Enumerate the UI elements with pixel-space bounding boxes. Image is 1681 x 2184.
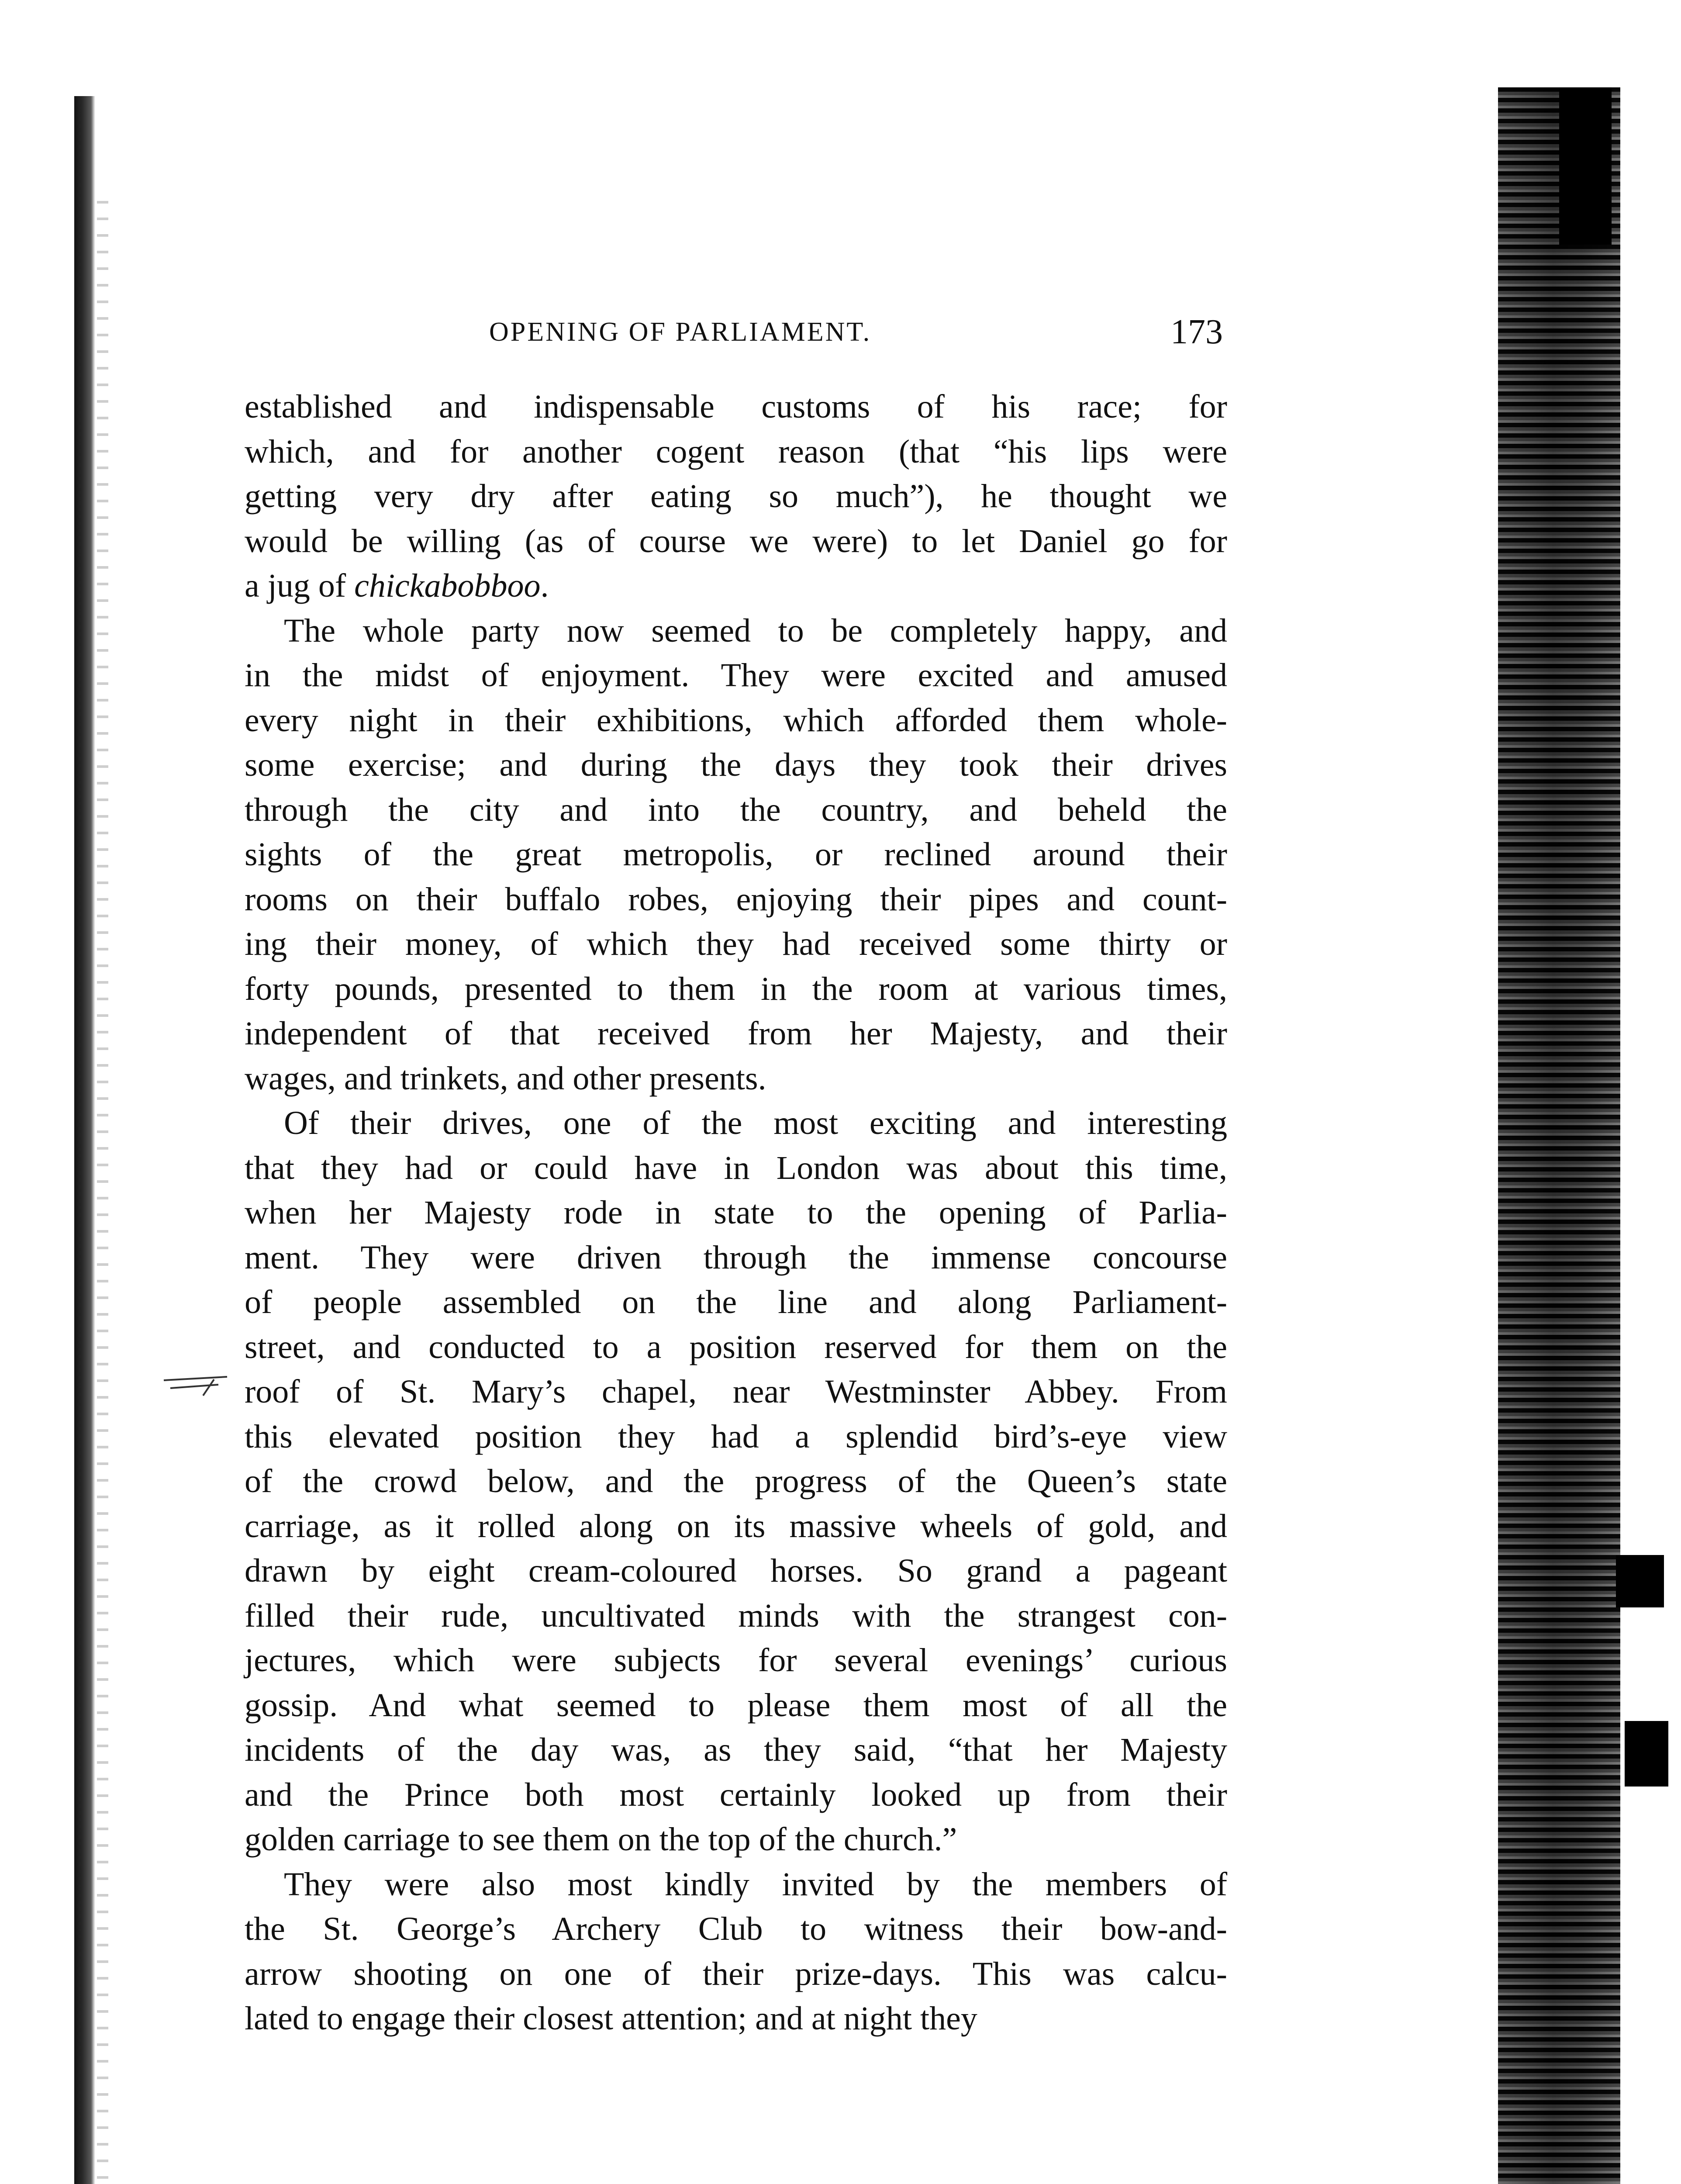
paragraph (245, 1101, 1227, 1862)
pencil-margin-mark (162, 1372, 231, 1398)
text-line: in the midst of enjoyment. They were excited and amused (245, 657, 1227, 694)
text-line: which, and for another cogent reason (that “his lips were (245, 433, 1227, 470)
fore-edge-tab (1625, 1721, 1668, 1787)
text-line: drawn by eight cream-coloured horses. So grand a pageant (245, 1552, 1227, 1589)
text-line: of people assembled on the line and along Parliament- (245, 1284, 1227, 1320)
text-line: The whole party now seemed to be completely happy, and (284, 612, 1227, 649)
text-line: golden carriage to see them on the top of the church.” (245, 1821, 957, 1858)
text-line: would be willing (as of course we were) to let Daniel go for (245, 522, 1227, 560)
text-line: carriage, as it rolled along on its massive wheels of gold, and (245, 1507, 1227, 1545)
page-number: 173 (1170, 313, 1223, 351)
text-line: roof of St. Mary’s chapel, near Westminster Abbey. From (245, 1373, 1227, 1410)
text-line: lated to engage their closest attention; and at night they (245, 2000, 977, 2037)
text-line: some exercise; and during the days they took their drives (245, 746, 1227, 783)
text-line: jectures, which were subjects for several evenings’ curious (245, 1642, 1227, 1679)
text-line: ment. They were driven through the immense concourse (245, 1239, 1227, 1276)
running-head-title: OPENING OF PARLIAMENT. (489, 317, 872, 347)
text-line: Of their drives, one of the most exciting and interesting (284, 1105, 1227, 1141)
text-line: when her Majesty rode in state to the opening of Parlia- (245, 1194, 1227, 1231)
text-line: sights of the great metropolis, or reclined around their (245, 836, 1227, 873)
text-line: this elevated position they had a splendid bird’s-eye view (245, 1418, 1227, 1455)
binding-specks (97, 201, 108, 2184)
text-line: filled their rude, uncultivated minds with the strangest con- (245, 1597, 1227, 1634)
text-line: rooms on their buffalo robes, enjoying their pipes and count- (245, 881, 1227, 918)
fore-edge-shadow (1498, 87, 1620, 2184)
text-line: a jug of chickabobboo. (245, 567, 549, 604)
text-line: getting very dry after eating so much”), he thought we (245, 478, 1227, 515)
running-header (489, 312, 1223, 356)
text-line: wages, and trinkets, and other presents. (245, 1060, 766, 1097)
text-line: through the city and into the country, and beheld the (245, 791, 1227, 828)
text-line: and the Prince both most certainly looked up from their (245, 1776, 1227, 1813)
text-line: of the crowd below, and the progress of the Queen’s state (245, 1463, 1227, 1500)
text-line: street, and conducted to a position reserved for them on the (245, 1328, 1227, 1365)
text-line: independent of that received from her Majesty, and their (245, 1015, 1227, 1052)
fore-edge-block (1559, 87, 1612, 245)
paragraph (245, 384, 1227, 608)
text-line: gossip. And what seemed to please them most of all the (245, 1686, 1227, 1724)
text-line: established and indispensable customs of his race; for (245, 388, 1227, 425)
paragraph (245, 608, 1227, 1101)
text-line: They were also most kindly invited by the members of (284, 1866, 1227, 1903)
text-line: that they had or could have in London was about this time, (245, 1149, 1227, 1186)
binding-shadow (74, 96, 95, 2184)
text-line: ing their money, of which they had received some thirty or (245, 926, 1227, 962)
body-text (245, 384, 1227, 2041)
text-line: arrow shooting on one of their prize-days. This was calcu- (245, 1955, 1227, 1992)
text-line: the St. George’s Archery Club to witness their bow-and- (245, 1911, 1227, 1947)
paragraph (245, 1862, 1227, 2041)
text-line: every night in their exhibitions, which afforded them whole- (245, 702, 1227, 739)
text-line: forty pounds, presented to them in the room at various times, (245, 970, 1227, 1007)
fore-edge-tab (1616, 1555, 1664, 1607)
text-line: incidents of the day was, as they said, “that her Majesty (245, 1731, 1227, 1768)
